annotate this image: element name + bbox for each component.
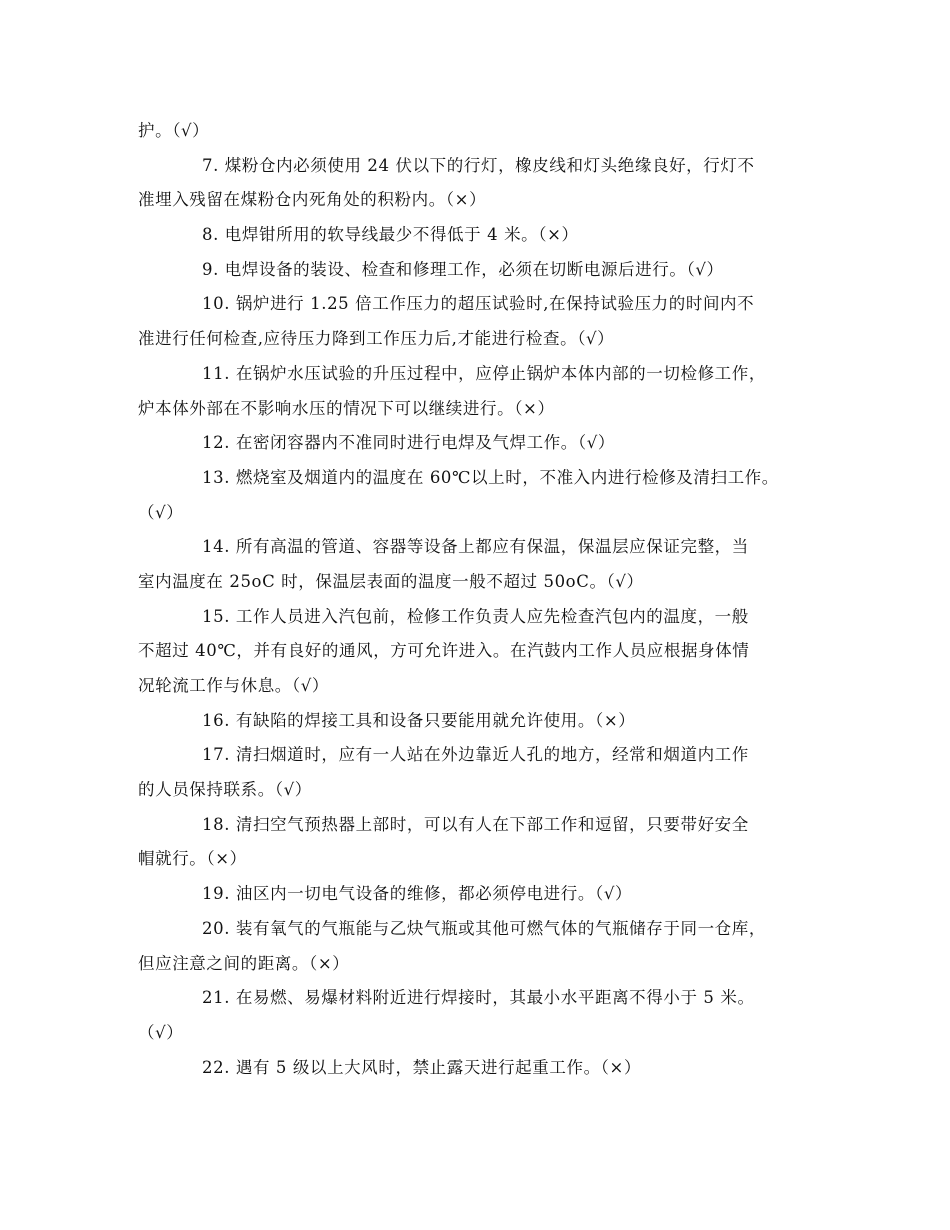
text-line: 11. 在锅炉水压试验的升压过程中，应停止锅炉本体内部的一切检修工作， bbox=[202, 363, 766, 383]
text-line: 19. 油区内一切电气设备的维修，都必须停电进行。（√） bbox=[202, 884, 633, 904]
text-line: （√） bbox=[138, 502, 184, 522]
text-line: 室内温度在 25oC 时，保温层表面的温度一般不超过 50oC。（√） bbox=[138, 571, 644, 591]
text-line: 准进行任何检查,应待压力降到工作压力后,才能进行检查。（√） bbox=[138, 329, 615, 349]
document-body bbox=[138, 114, 820, 1085]
text-line: 不超过 40℃，并有良好的通风，方可允许进入。在汽鼓内工作人员应根据身体情 bbox=[138, 641, 750, 661]
text-line: 15. 工作人员进入汽包前，检修工作负责人应先检查汽包内的温度，一般 bbox=[202, 606, 749, 626]
text-line: 护。（√） bbox=[138, 121, 210, 140]
text-line: （√） bbox=[138, 1022, 184, 1042]
text-line: 16. 有缺陷的焊接工具和设备只要能用就允许使用。（×） bbox=[202, 710, 636, 730]
text-line: 18. 清扫空气预热器上部时，可以有人在下部工作和逗留，只要带好安全 bbox=[202, 814, 749, 834]
text-line: 22. 遇有 5 级以上大风时，禁止露天进行起重工作。（×） bbox=[202, 1057, 642, 1077]
text-line: 20. 装有氧气的气瓶能与乙炔气瓶或其他可燃气体的气瓶储存于同一仓库， bbox=[202, 918, 766, 938]
text-line: 12. 在密闭容器内不准同时进行电焊及气焊工作。（√） bbox=[202, 433, 615, 453]
text-line: 21. 在易燃、易爆材料附近进行焊接时，其最小水平距离不得小于 5 米。 bbox=[202, 988, 755, 1008]
text-line: 但应注意之间的距离。（×） bbox=[138, 953, 350, 973]
text-line: 炉本体外部在不影响水压的情况下可以继续进行。（×） bbox=[138, 398, 555, 418]
text-line: 准埋入残留在煤粉仓内死角处的积粉内。（×） bbox=[138, 190, 487, 210]
text-line: 17. 清扫烟道时，应有一人站在外边靠近人孔的地方，经常和烟道内工作 bbox=[202, 745, 749, 765]
text-line: 的人员保持联系。（√） bbox=[138, 780, 312, 800]
text-line: 帽就行。（×） bbox=[138, 849, 247, 869]
text-line: 8. 电焊钳所用的软导线最少不得低于 4 米。（×） bbox=[202, 225, 579, 245]
text-line: 10. 锅炉进行 1.25 倍工作压力的超压试验时,在保持试验压力的时间内不 bbox=[202, 294, 755, 314]
text-line: 7. 煤粉仓内必须使用 24 伏以下的行灯，橡皮线和灯头绝缘良好，行灯不 bbox=[202, 155, 755, 175]
text-line: 14. 所有高温的管道、容器等设备上都应有保温，保温层应保证完整，当 bbox=[202, 537, 749, 557]
text-line: 况轮流工作与休息。（√） bbox=[138, 676, 329, 695]
text-line: 9. 电焊设备的装设、检查和修理工作，必须在切断电源后进行。（√） bbox=[202, 259, 724, 279]
text-line: 13. 燃烧室及烟道内的温度在 60℃以上时，不准入内进行检修及清扫工作。 bbox=[202, 467, 779, 487]
